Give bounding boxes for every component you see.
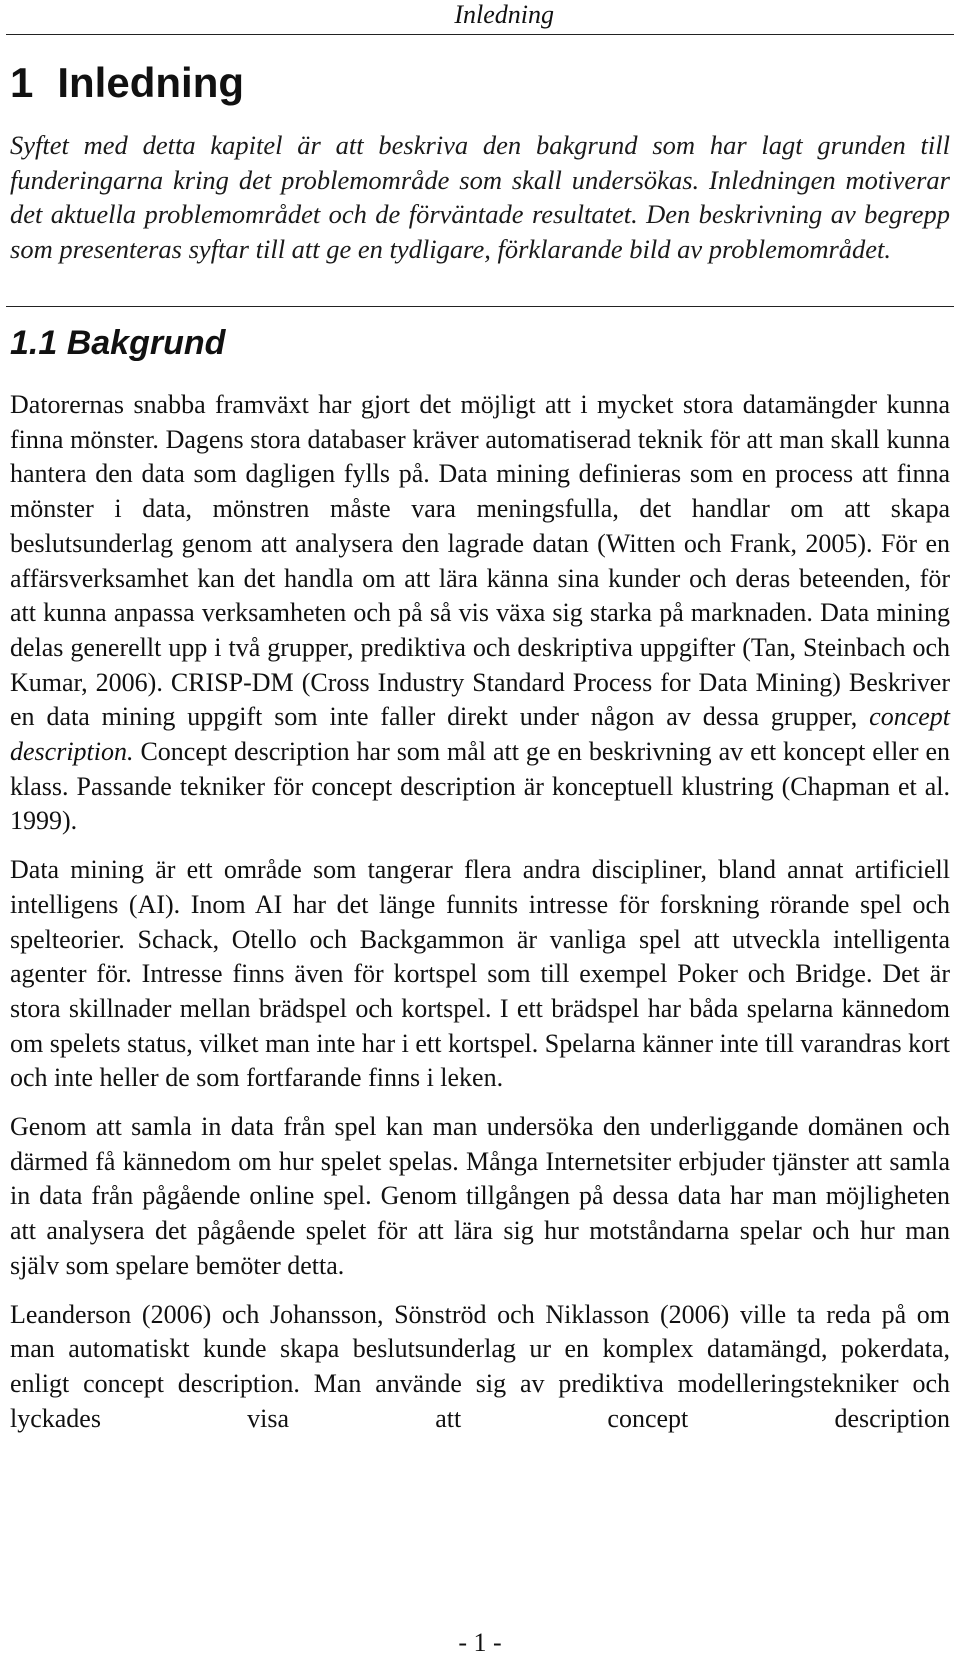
running-header: Inledning	[454, 0, 554, 29]
paragraph-3: Genom att samla in data från spel kan man undersöka den underliggande domänen och därmed få kännedom om hur spelet spelas. Många Internetsiter erbjuder tjänster att samla in data från pågående online spel. Genom tillgången på dessa data har man möjligheten att analysera det pågående spelet för att lära sig hur motståndarna spelar och hur man själv som spelare bemöter detta.	[10, 1112, 950, 1280]
paragraph-1-italic-term: concept description.	[10, 702, 950, 767]
paragraph-1-part-a: Datorernas snabba framväxt har gjort det möjligt att i mycket stora datamängder kunna finna mönster. Dagens stora databaser kräver automatiserad teknik för att man skall kunna hantera den data som dagligen fylls på. Data mining definieras som en process att finna mönster i data, mönstren måste vara meningsfulla, det handlar om att skapa beslutsunderlag genom att analysera den lagrade datan (Witten och Frank, 2005). För en affärsverksamhet kan det handla om att lära känna sina kunder och deras beteenden, för att kunna anpassa verksamheten och på så vis växa sig starka på marknaden. Data mining delas generellt upp i två grupper, prediktiva och deskriptiva uppgifter (Tan, Steinbach och Kumar, 2006). CRISP-DM (Cross Industry Standard Process for Data Mining) Beskriver en data mining uppgift som inte faller direkt under någon av dessa grupper,	[10, 390, 950, 732]
abstract-rule	[6, 306, 954, 307]
paragraph-2: Data mining är ett område som tangerar flera andra discipliner, bland annat artificiell intelligens (AI). Inom AI har det länge funnits intresse för forskning rörande spel och spelteorier. Schack, Otello och Backgammon är vanliga spel att utveckla intelligenta agenter för. Intresse finns även för kortspel som till exempel Poker och Bridge. Det är stora skillnader mellan brädspel och kortspel. I ett brädspel har båda spelarna kännedom om spelets status, vilket man inte har i ett kortspel. Spelarna känner inte till varandras kort och inte heller de som fortfarande finns i leken.	[10, 855, 950, 1093]
chapter-abstract: Syftet med detta kapitel är att beskriva den bakgrund som har lagt grunden till funderingarna kring det problemområde som skall undersökas. Inledningen motiverar det aktuella problemområdet och de förväntade resultatet. Den beskrivning av begrepp som presenteras syftar till att ge en tydligare, förklarande bild av problemområdet.	[10, 130, 950, 264]
page-number: - 1 -	[458, 1628, 502, 1657]
header-rule	[6, 34, 954, 35]
chapter-number: 1	[10, 59, 34, 106]
section-number: 1.1	[10, 324, 58, 362]
paragraph-4: Leanderson (2006) och Johansson, Sönströd och Niklasson (2006) ville ta reda på om man automatiskt kunde skapa beslutsunderlag ur en komplex datamängd, pokerdata, enligt concept description. Man använde sig av prediktiva modelleringstekniker och lyckades visa att concept description	[10, 1299, 950, 1433]
chapter-title	[10, 58, 244, 108]
paragraph-1	[10, 388, 950, 839]
body-text	[10, 388, 950, 1450]
section-title-text: Bakgrund	[66, 324, 226, 362]
document-page	[6, 0, 954, 1664]
paragraph-1-part-b: Concept description har som mål att ge en beskrivning av ett koncept eller en klass. Passande tekniker för concept description är konceptuell klustring (Chapman et al. 1999).	[10, 737, 950, 836]
section-title	[10, 322, 225, 364]
chapter-title-text: Inledning	[57, 59, 245, 106]
